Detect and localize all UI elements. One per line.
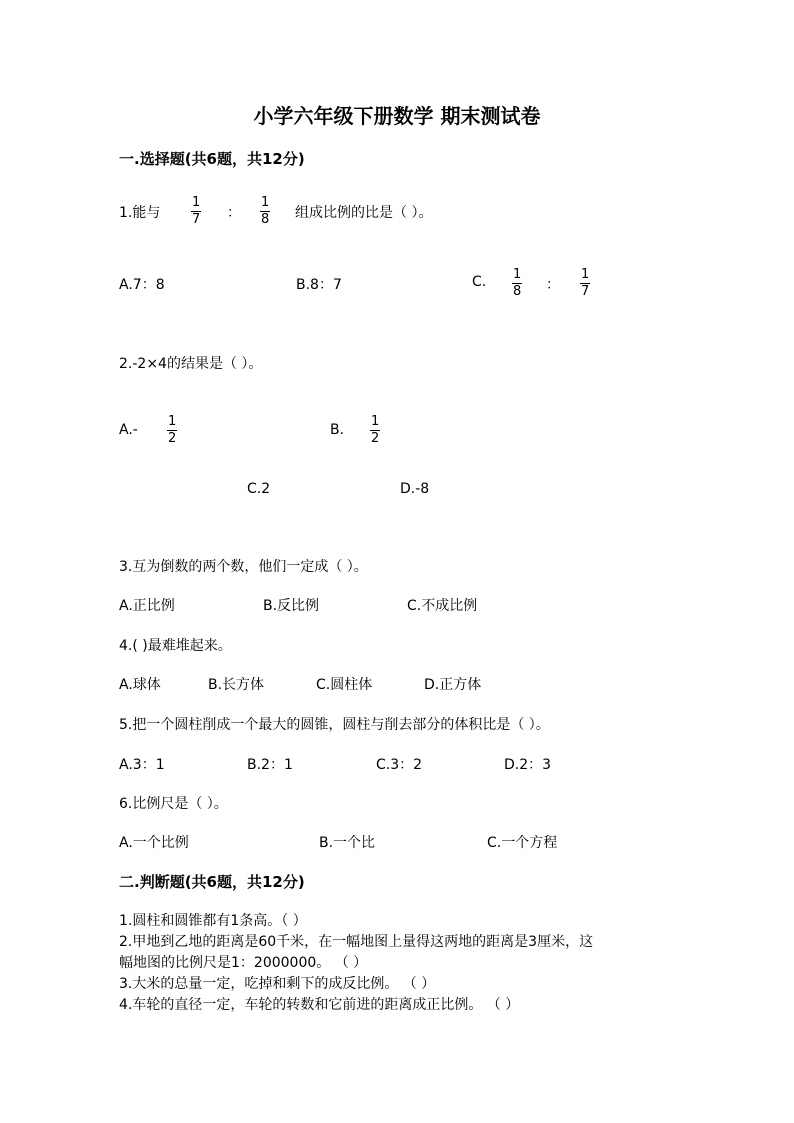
q1-fraction-a: $\frac{1}{7}$ [192, 195, 201, 227]
q2-option-c: C.2 [247, 481, 271, 497]
q2-option-a-fraction: $\frac{1}{2}$ [168, 414, 177, 446]
judgment-item-4: 4.车轮的直径一定，车轮的转数和它前进的距离成正比例。 （ ） [119, 997, 520, 1013]
judgment-item-3: 3.大米的总量一定，吃掉和剩下的成反比例。 （ ） [119, 976, 436, 992]
judgment-item-2-line-2: 幅地图的比例尺是1：2000000。 （ ） [119, 955, 368, 971]
q3-option-a: A.正比例 [119, 598, 175, 614]
q1-option-c-colon: ： [546, 277, 560, 293]
q3-stem: 3.互为倒数的两个数，他们一定成（ ）。 [119, 559, 368, 575]
q2-option-d: D.-8 [400, 481, 430, 497]
q4-option-c: C.圆柱体 [316, 677, 373, 693]
q6-option-c: C.一个方程 [487, 835, 558, 851]
section-heading-choice: 一.选择题(共6题，共12分) [119, 150, 305, 168]
q1-option-c: C. [472, 274, 487, 290]
section-heading-judgment: 二.判断题(共6题，共12分) [119, 873, 305, 891]
q2-option-b-fraction: $\frac{1}{2}$ [371, 414, 380, 446]
q4-stem: 4.( )最难堆起来。 [119, 638, 232, 654]
q5-option-b: B.2：1 [247, 757, 293, 773]
page-title: 小学六年级下册数学 期末测试卷 [253, 104, 541, 128]
q1-option-c-fraction-a: $\frac{1}{8}$ [513, 267, 522, 299]
q3-option-c: C.不成比例 [407, 598, 478, 614]
q6-option-b: B.一个比 [319, 835, 376, 851]
q2-option-b: B. [330, 422, 345, 438]
q6-stem: 6.比例尺是（ ）。 [119, 796, 228, 812]
q1-prefix: 1.能与 [119, 205, 161, 221]
judgment-item-2-line-1: 2.甲地到乙地的距离是60千米，在一幅地图上量得这两地的距离是3厘米，这 [119, 934, 594, 950]
q2-stem: 2.-2×4的结果是（ ）。 [119, 356, 263, 372]
q1-colon: ： [227, 205, 241, 221]
q5-stem: 5.把一个圆柱削成一个最大的圆锥，圆柱与削去部分的体积比是（ ）。 [119, 717, 550, 733]
q1-option-b: B.8：7 [296, 277, 342, 293]
q4-option-a: A.球体 [119, 677, 161, 693]
q1-suffix: 组成比例的比是（ ）。 [295, 205, 433, 221]
q6-option-a: A.一个比例 [119, 835, 189, 851]
judgment-item-1: 1.圆柱和圆锥都有1条高。（ ） [119, 913, 307, 929]
q1-fraction-b: $\frac{1}{8}$ [261, 195, 270, 227]
q3-option-b: B.反比例 [263, 598, 320, 614]
q2-option-a: A.- [119, 422, 138, 438]
q4-option-b: B.长方体 [208, 677, 265, 693]
q5-option-a: A.3：1 [119, 757, 165, 773]
q5-option-c: C.3：2 [376, 757, 423, 773]
q5-option-d: D.2：3 [504, 757, 552, 773]
q1-option-c-fraction-b: $\frac{1}{7}$ [581, 267, 590, 299]
q4-option-d: D.正方体 [424, 677, 482, 693]
q1-option-a: A.7：8 [119, 277, 165, 293]
